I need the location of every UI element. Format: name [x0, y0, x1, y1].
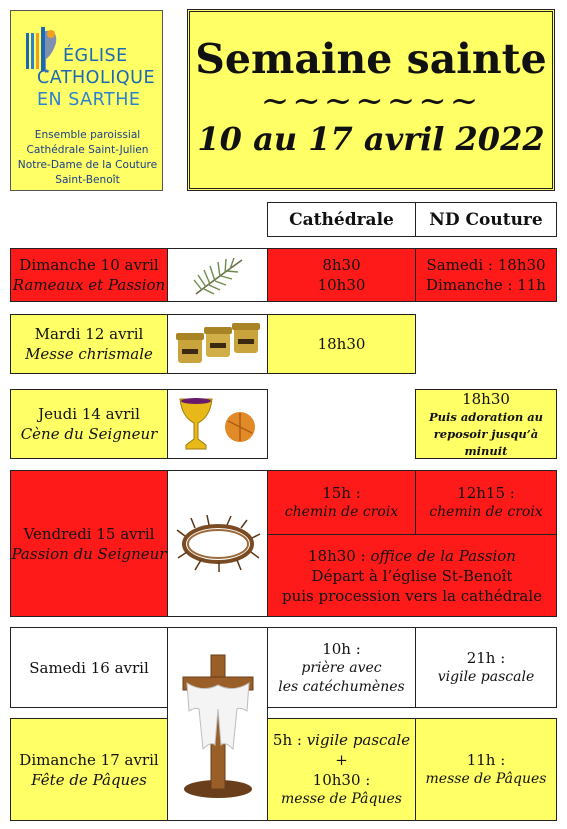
day-label: Vendredi 15 avril	[23, 524, 155, 543]
time-label: 21h :	[466, 649, 506, 667]
event-label: Passion du Seigneur	[11, 544, 167, 563]
vigil-line	[273, 730, 410, 750]
day-cell-mardi-12	[10, 314, 168, 374]
parish-line: Saint-Benoît	[55, 174, 120, 186]
icon-cell-samedi-dimanche	[167, 627, 268, 821]
depart-label: Départ à l’église St-Benoît	[311, 566, 513, 585]
time-label: Dimanche : 11h	[426, 276, 546, 294]
page-title: Semaine sainte	[195, 35, 547, 83]
icon-cell-dimanche-10	[167, 248, 268, 302]
note-label: messe de Pâques	[425, 771, 547, 787]
office-line	[308, 546, 516, 566]
palm-branch-icon	[188, 250, 248, 300]
event-label: Fête de Pâques	[31, 770, 147, 789]
note-label: messe de Pâques	[281, 791, 402, 807]
time-label: 18h30	[317, 335, 366, 353]
logo-line-sarthe: EN SARTHE	[37, 90, 141, 110]
couture-cell-dimanche-17	[415, 718, 557, 821]
note-label: chemin de croix	[429, 504, 543, 520]
office-cell-vendredi-15	[267, 534, 557, 617]
cathedrale-cell-mardi-12	[267, 314, 416, 374]
note-line: Puis adoration au	[428, 409, 544, 424]
time-label: 12h15 :	[457, 484, 515, 502]
day-cell-vendredi-15	[10, 470, 168, 617]
couture-cell-samedi-16	[415, 627, 557, 708]
day-label: Jeudi 14 avril	[38, 405, 140, 423]
cathedrale-cell-dimanche-10	[267, 248, 416, 302]
note-line: prière avec	[301, 659, 382, 676]
column-header-nd-couture: ND Couture	[415, 202, 557, 237]
chalice-and-host-icon	[172, 393, 264, 455]
procession-label: puis procession vers la cathédrale	[281, 586, 543, 605]
cross-with-shroud-icon	[177, 649, 259, 799]
day-label: Dimanche 10 avril	[19, 256, 159, 274]
column-header-cathedrale: Cathédrale	[267, 202, 416, 237]
icon-cell-mardi-12	[167, 314, 268, 374]
couture-cell-dimanche-10	[415, 248, 557, 302]
time-label: 8h30	[322, 256, 361, 274]
title-dates: 10 au 17 avril 2022	[197, 120, 545, 158]
time-label: 5h :	[272, 731, 307, 749]
note-line: les catéchumènes	[278, 678, 405, 695]
parish-line: Ensemble paroissial	[34, 129, 141, 141]
parish-list	[13, 128, 162, 188]
time-label: 10h :	[322, 639, 361, 658]
day-label: Mardi 12 avril	[34, 325, 144, 343]
logo-line-catholique: CATHOLIQUE	[37, 68, 156, 88]
event-label: Cène du Seigneur	[20, 425, 158, 443]
day-cell-jeudi-14	[10, 389, 168, 459]
parish-line: Notre-Dame de la Couture	[17, 159, 158, 171]
cathedrale-cell-samedi-16	[267, 627, 416, 708]
icon-cell-vendredi-15	[167, 470, 268, 617]
plus-sign: +	[335, 751, 348, 769]
diocese-logo	[10, 10, 163, 191]
event-label: Rameaux et Passion	[12, 276, 166, 294]
time-label: 18h30 :	[308, 546, 371, 565]
title-box	[187, 9, 555, 191]
cathedrale-cell-dimanche-17	[267, 718, 416, 821]
day-cell-dimanche-17	[10, 718, 168, 821]
time-label: 11h :	[466, 751, 506, 769]
holy-oils-icon	[172, 319, 264, 369]
day-cell-samedi-16	[10, 627, 168, 708]
note-line: reposoir jusqu’à minuit	[433, 426, 539, 458]
couture-cell-jeudi-14	[415, 389, 557, 459]
time-label: 18h30	[462, 389, 510, 408]
day-label: Samedi 16 avril	[29, 658, 149, 677]
day-cell-dimanche-10	[10, 248, 168, 302]
couture-cell-vendredi-15	[415, 470, 557, 535]
logo-wordmark	[37, 45, 161, 111]
note-label: vigile pascale	[437, 669, 535, 685]
time-label: Samedi : 18h30	[426, 256, 546, 274]
day-label: Dimanche 17 avril	[19, 750, 159, 769]
parish-line: Cathédrale Saint-Julien	[26, 144, 149, 156]
time-label: 10h30	[317, 276, 366, 294]
title-tilde-divider: ~~~~~~~	[260, 81, 482, 121]
event-label: Messe chrismale	[25, 345, 153, 363]
logo-line-eglise: ÉGLISE	[63, 46, 128, 66]
note-label: chemin de croix	[284, 504, 399, 520]
crown-of-thorns-icon	[175, 514, 261, 574]
office-label: office de la Passion	[370, 546, 516, 565]
time-label: 10h30 :	[312, 771, 371, 789]
time-label: 15h :	[322, 484, 361, 502]
icon-cell-jeudi-14	[167, 389, 268, 459]
note-label: vigile pascale	[306, 731, 411, 749]
cathedrale-cell-vendredi-15	[267, 470, 416, 535]
